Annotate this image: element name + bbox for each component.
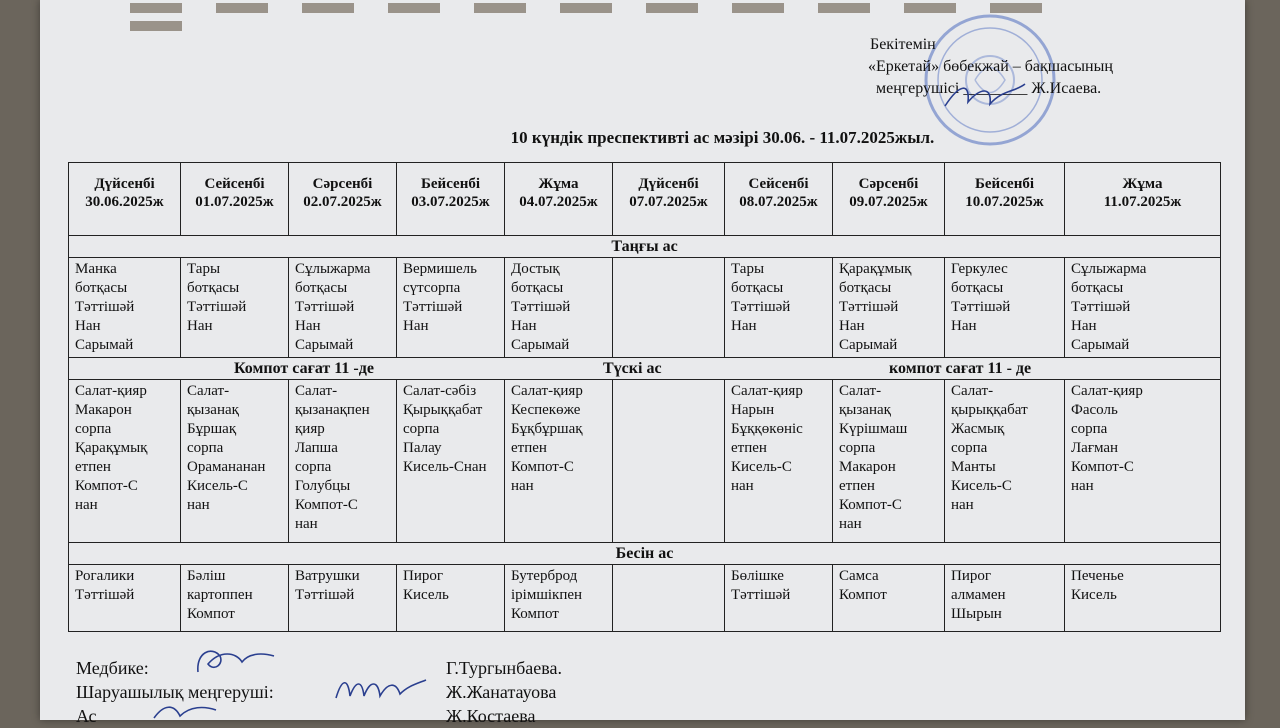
third-name: Ж.Костаева <box>446 706 536 726</box>
breakfast-row <box>69 258 1221 358</box>
lunch-cell: Салат- қызанақ Бұршақ сорпа Орамананан Кисель-С нан <box>181 380 289 543</box>
lunch-cell: Салат-қияр Фасоль сорпа Лағман Компот-С нан <box>1065 380 1221 543</box>
breakfast-cell: Тары ботқасы Тәттішәй Нан <box>181 258 289 358</box>
third-label: Ас <box>76 706 97 726</box>
menu-document <box>40 0 1245 726</box>
nurse-label: Медбике: <box>76 658 149 678</box>
breakfast-cell: Тары ботқасы Тәттішәй Нан <box>725 258 833 358</box>
section-snack: Бесін ас <box>69 543 1221 565</box>
director-signature <box>940 78 1030 112</box>
breakfast-cell: Сұлыжарма ботқасы Тәттішәй Нан Сарымай <box>1065 258 1221 358</box>
lunch-row <box>69 380 1221 543</box>
day-header: Жұма 11.07.2025ж <box>1065 163 1221 236</box>
snack-cell: Бутерброд ірімшікпен Компот <box>505 565 613 632</box>
day-header: Дүйсенбі 30.06.2025ж <box>69 163 181 236</box>
snack-cell: Рогалики Тәттішәй <box>69 565 181 632</box>
day-header: Сәрсенбі 09.07.2025ж <box>833 163 945 236</box>
snack-cell: Бөлішке Тәттішәй <box>725 565 833 632</box>
lunch-cell: Салат- қызанақ Күрішмаш сорпа Макарон етпен Компот-С нан <box>833 380 945 543</box>
day-header: Сәрсенбі 02.07.2025ж <box>289 163 397 236</box>
snack-row <box>69 565 1221 632</box>
breakfast-cell: Манка ботқасы Тәттішәй Нан Сарымай <box>69 258 181 358</box>
lunch-cell: Салат- қырыққабат Жасмық сорпа Манты Кисель-С нан <box>945 380 1065 543</box>
lunch-cell: Салат-қияр Нарын Бұққөкөніс етпен Кисель-С нан <box>725 380 833 543</box>
lunch-cell: Салат-қияр Кеспекөже Бұқбұршақ етпен Компот-С нан <box>505 380 613 543</box>
snack-cell <box>613 565 725 632</box>
breakfast-cell: Қарақұмық ботқасы Тәттішәй Нан Сарымай <box>833 258 945 358</box>
snack-cell: Бәліш картоппен Компот <box>181 565 289 632</box>
snack-cell: Пирог Кисель <box>397 565 505 632</box>
torn-edge <box>130 0 1130 10</box>
breakfast-cell: Достық ботқасы Тәттішәй Нан Сарымай <box>505 258 613 358</box>
manager-name: Ж.Жанатауова <box>446 682 557 702</box>
approval-line-2: «Еркетай» бөбекжай – бақшасының <box>868 58 1113 75</box>
manager-signature <box>330 672 430 706</box>
section-lunch <box>69 358 1221 380</box>
lunch-cell: Салат- қызанақпен қияр Лапша сорпа Голубцы Компот-С нан <box>289 380 397 543</box>
lunch-cell <box>613 380 725 543</box>
day-header: Сейсенбі 08.07.2025ж <box>725 163 833 236</box>
day-header: Жұма 04.07.2025ж <box>505 163 613 236</box>
manager-label: Шаруашылық меңгеруші: <box>76 682 274 702</box>
day-header: Сейсенбі 01.07.2025ж <box>181 163 289 236</box>
day-header-row <box>69 163 1221 236</box>
breakfast-cell: Вермишель сүтсорпа Тәттішәй Нан <box>397 258 505 358</box>
snack-cell: Самса Компот <box>833 565 945 632</box>
snack-cell: Пирог алмамен Шырын <box>945 565 1065 632</box>
section-breakfast: Таңғы ас <box>69 236 1221 258</box>
day-header: Дүйсенбі 07.07.2025ж <box>613 163 725 236</box>
lunch-cell: Салат-қияр Макарон сорпа Қарақұмық етпен Компот-С нан <box>69 380 181 543</box>
nurse-signature <box>190 642 280 678</box>
menu-table <box>68 162 1221 632</box>
day-header: Бейсенбі 10.07.2025ж <box>945 163 1065 236</box>
lunch-cell: Салат-сәбіз Қырыққабат сорпа Палау Кисель-Снан <box>397 380 505 543</box>
breakfast-cell: Сұлыжарма ботқасы Тәттішәй Нан Сарымай <box>289 258 397 358</box>
snack-cell: Ватрушки Тәттішәй <box>289 565 397 632</box>
approval-line-1: Бекітемін <box>870 36 936 53</box>
compote-note-right: компот сағат 11 - де <box>889 360 1032 377</box>
lunch-heading: Түскі ас <box>603 360 662 377</box>
snack-cell: Печенье Кисель <box>1065 565 1221 632</box>
nurse-name: Г.Тургынбаева. <box>446 658 562 678</box>
document-title: 10 күндік преспективті ас мәзірі 30.06. - 11.07.2025жыл. <box>510 128 935 147</box>
third-signature <box>150 700 220 720</box>
day-header: Бейсенбі 03.07.2025ж <box>397 163 505 236</box>
compote-note-left: Компот сағат 11 -де <box>234 360 374 377</box>
breakfast-cell <box>613 258 725 358</box>
breakfast-cell: Геркулес ботқасы Тәттішәй Нан <box>945 258 1065 358</box>
approval-line-3: меңгерушісі ________ Ж.Исаева. <box>876 80 1102 97</box>
